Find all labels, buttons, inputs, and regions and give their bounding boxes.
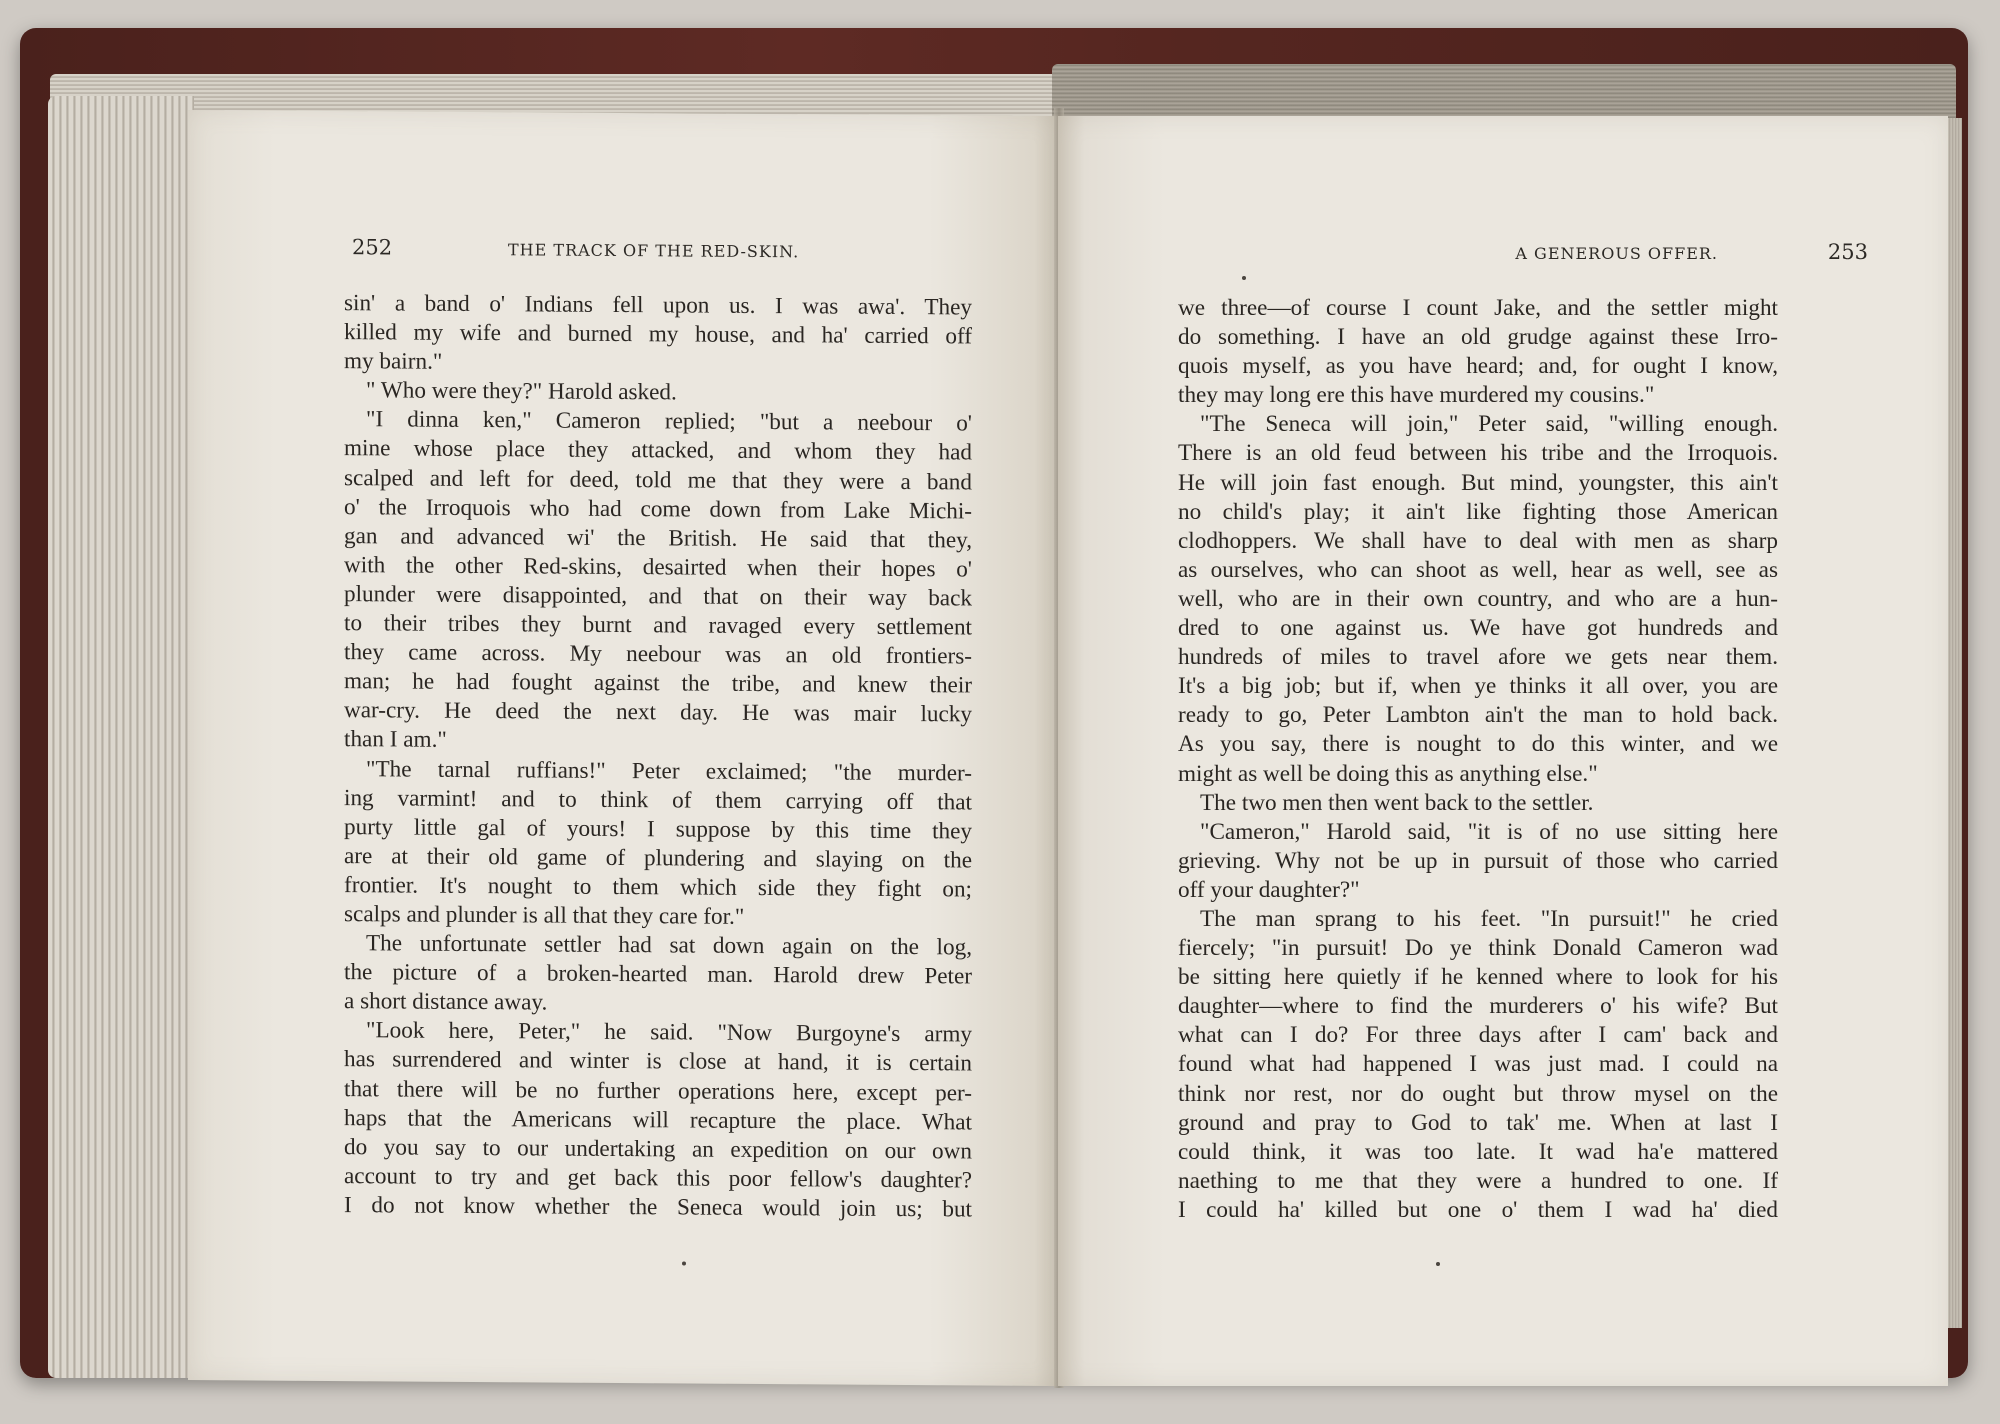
text-line: hundreds of miles to travel afore we gets near them.	[1178, 644, 1778, 671]
text-line: than I am."	[344, 726, 447, 754]
left-page-header	[352, 235, 1012, 270]
text-line: I do not know whether the Seneca would join us; but	[344, 1191, 972, 1223]
text-line: daughter—where to find the murderers o' his wife? But	[1178, 993, 1778, 1020]
text-line: has surrendered and winter is close at hand, it is certain	[344, 1046, 972, 1077]
right-page	[1058, 116, 1948, 1386]
text-line: "The Seneca will join," Peter said, "willing enough.	[1200, 411, 1778, 438]
text-line: a short distance away.	[344, 988, 548, 1016]
left-page	[188, 110, 1060, 1386]
text-line: ing varmint! and to think of them carrying off that	[344, 784, 972, 816]
text-line: fiercely; "in pursuit! Do ye think Donald Cameron wad	[1178, 935, 1778, 962]
text-line: scalps and plunder is all that they care for."	[344, 901, 745, 930]
text-line: o' the Irroquois who had come down from Lake Michi-	[344, 493, 972, 525]
text-line: There is an old feud between his tribe and the Irroquois.	[1178, 440, 1778, 467]
text-line: my bairn."	[344, 348, 443, 375]
page-block-left-edge	[48, 96, 194, 1378]
text-line: mine whose place they attacked, and whom they had	[344, 435, 972, 466]
left-running-head: THE TRACK OF THE RED-SKIN.	[508, 240, 800, 262]
text-line: " Who were they?" Harold asked.	[366, 377, 677, 406]
text-line: as ourselves, who can shoot as well, hear as well, see as	[1178, 556, 1778, 583]
right-page-number: 253	[1827, 240, 1868, 264]
text-line: they came across. My neebour was an old frontiers-	[344, 639, 972, 670]
text-line: dred to one against us. We have got hundreds and	[1178, 615, 1778, 642]
text-line: could think, it was too late. It wad ha'e mattered	[1178, 1138, 1778, 1165]
right-page-text	[1178, 294, 1778, 1225]
text-line: The man sprang to his feet. "In pursuit!" he cried	[1200, 905, 1778, 932]
text-line: "Cameron," Harold said, "it is of no use sitting here	[1200, 818, 1778, 845]
text-line: killed my wife and burned my house, and ha' carried off	[344, 319, 972, 350]
text-line: As you say, there is nought to do this winter, and we	[1178, 731, 1778, 758]
text-line: frontier. It's nought to them which side they fight on;	[344, 871, 972, 903]
text-line: they may long ere this have murdered my cousins."	[1178, 382, 1655, 409]
text-line: naething to me that they were a hundred to one. If	[1178, 1167, 1778, 1194]
text-line: might as well be doing this as anything else."	[1178, 760, 1598, 787]
right-page-header	[1178, 240, 1868, 270]
text-line: haps that the Americans will recapture the place. What	[344, 1104, 972, 1136]
text-line: The two men then went back to the settler.	[1200, 789, 1594, 816]
text-line: ready to go, Peter Lambton ain't the man to hold back.	[1178, 702, 1778, 729]
printing-speck	[682, 1261, 686, 1265]
text-line: He will join fast enough. But mind, youngster, this ain't	[1178, 469, 1778, 496]
text-line: the picture of a broken-hearted man. Harold drew Peter	[344, 959, 972, 990]
text-line: we three—of course I count Jake, and the settler might	[1178, 295, 1778, 321]
text-line: found what had happened I was just mad. I could na	[1178, 1051, 1778, 1078]
text-line: do you say to our undertaking an expedition on our own	[344, 1133, 972, 1165]
text-line: quois myself, as you have heard; and, for ought I know,	[1178, 353, 1778, 380]
text-line: purty little gal of yours! I suppose by this time they	[344, 813, 972, 845]
text-line: man; he had fought against the tribe, and knew their	[344, 668, 972, 699]
left-page-number: 252	[352, 235, 393, 260]
text-line: scalped and left for deed, told me that they were a band	[344, 464, 972, 496]
text-line: I could ha' killed but one o' them I wad ha' died	[1178, 1196, 1778, 1223]
left-page-text	[344, 289, 972, 1224]
text-line: with the other Red-skins, desairted when their hopes o'	[344, 551, 972, 583]
text-line: "The tarnal ruffians!" Peter exclaimed; "the murder-	[366, 755, 972, 786]
text-line: grieving. Why not be up in pursuit of those who carried	[1178, 847, 1778, 874]
text-line: "I dinna ken," Cameron replied; "but a neebour o'	[366, 406, 972, 437]
text-line: account to try and get back this poor fellow's daughter?	[344, 1162, 972, 1194]
text-line: plunder were disappointed, and that on their way back	[344, 581, 972, 612]
text-line: clodhoppers. We shall have to deal with men as sharp	[1178, 527, 1778, 554]
text-line: sin' a band o' Indians fell upon us. I was awa'. They	[344, 290, 972, 321]
text-line: ground and pray to God to tak' me. When at last I	[1178, 1109, 1778, 1136]
text-line: think nor rest, nor do ought but throw mysel on the	[1178, 1080, 1778, 1107]
text-line: no child's play; it ain't like fighting those American	[1178, 498, 1778, 525]
text-line: do something. I have an old grudge against these Irro-	[1178, 324, 1778, 351]
text-line: what can I do? For three days after I cam' back and	[1178, 1022, 1778, 1049]
text-line: It's a big job; but if, when ye thinks it all over, you are	[1178, 673, 1778, 700]
text-line: gan and advanced wi' the British. He said that they,	[344, 522, 972, 554]
text-line: well, who are in their own country, and who are a hun-	[1178, 585, 1778, 612]
page-block-right-edge	[1948, 118, 1962, 1328]
text-line: war-cry. He deed the next day. He was mair lucky	[344, 697, 972, 728]
right-running-head: A GENEROUS OFFER.	[1515, 244, 1718, 263]
printing-speck	[1242, 276, 1246, 280]
printing-speck	[1436, 1262, 1440, 1266]
text-line: off your daughter?"	[1178, 876, 1360, 903]
text-line: that there will be no further operations here, except per-	[344, 1075, 972, 1107]
text-line: are at their old game of plundering and slaying on the	[344, 842, 972, 874]
text-line: "Look here, Peter," he said. "Now Burgoyne's army	[366, 1017, 972, 1048]
text-line: to their tribes they burnt and ravaged every settlement	[344, 610, 972, 641]
page-block-top-right	[1052, 64, 1956, 124]
text-line: The unfortunate settler had sat down again on the log,	[366, 930, 972, 961]
text-line: be sitting here quietly if he kenned where to look for his	[1178, 964, 1778, 991]
